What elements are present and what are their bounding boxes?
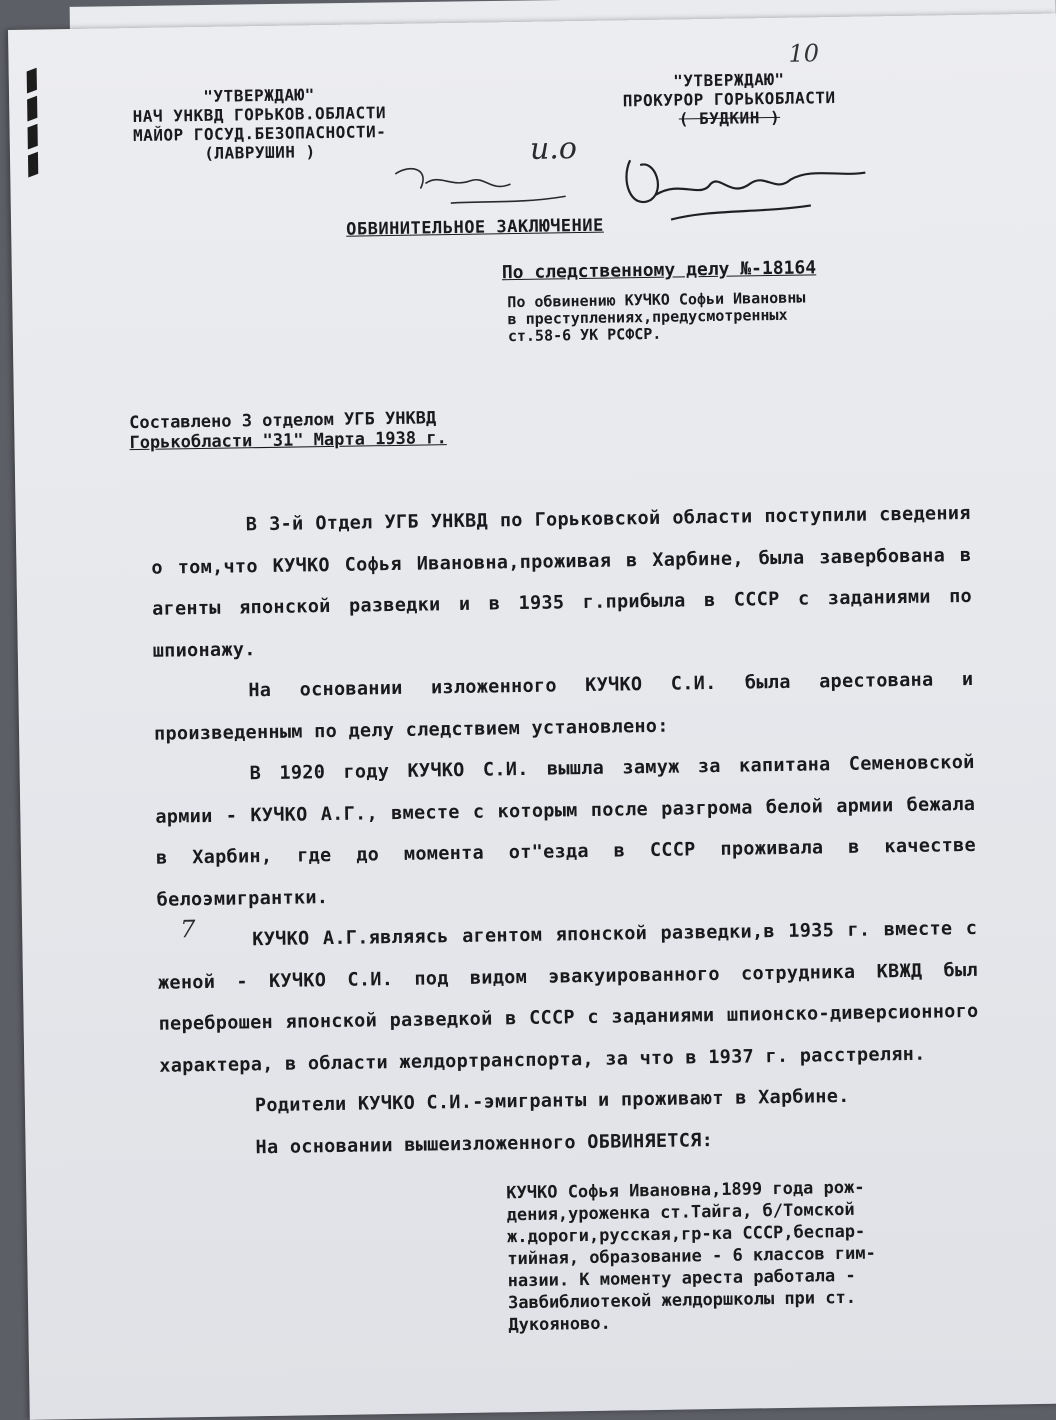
composed-line1: Составлено 3 отделом УГБ УНКВД [129, 408, 437, 434]
composed-line2: Горькобласти "31" Марта 1938 г. [129, 428, 447, 454]
accused-details [506, 1174, 1008, 1336]
case-number-heading: По следственному делу №-18164 [501, 257, 817, 284]
charge-line2: в преступлениях,предусмотренных [507, 305, 788, 329]
stamp-left-line4: (ЛАВРУШИН ) [204, 142, 316, 163]
body-paragraph-3: В 1920 году КУЧКО С.И. вышла замуж за капитана Семеновской армии - КУЧКО А.Г., вместе с которым после разгрома белой армии бежала в Харбин, где до момента от"езда в СССР проживала в качестве белоэмигрантки. [155, 751, 977, 911]
stamp-right-line1: "УТВЕРЖДАЮ" [673, 69, 785, 91]
body-paragraph-6: На основании вышеизложенного ОБВИНЯЕТСЯ: [255, 1129, 714, 1158]
stamp-right-line3: ( БУДКИН ) [678, 107, 781, 129]
document-page [8, 14, 1056, 1420]
document-title: ОБВИНИТЕЛЬНОЕ ЗАКЛЮЧЕНИЕ [346, 215, 604, 240]
body-paragraph-5: Родители КУЧКО С.И.-эмигранты и проживают в Харбине. [254, 1085, 850, 1117]
stamp-right-line2: ПРОКУРОР ГОРЬКОБЛАСТИ [622, 88, 836, 111]
stamp-left-line1: "УТВЕРЖДАЮ" [203, 85, 315, 106]
document-body [150, 493, 980, 1170]
stamp-left-line3: МАЙОР ГОСУД.БЕЗОПАСНОСТИ- [132, 122, 387, 146]
body-paragraph-2: На основании изложенного КУЧКО С.И. была арестована и произведенным по делу следствием установлено: [153, 668, 974, 745]
accused-line7: Дукояново. [508, 1313, 611, 1336]
charge-line3: ст.58-6 УК РСФСР. [507, 324, 662, 346]
handwritten-mark: 7 [179, 915, 196, 944]
charge-description [507, 287, 948, 345]
composed-by [129, 407, 550, 454]
approval-stamp-right [579, 68, 880, 130]
accused-line2: дения,уроженка ст.Тайга, б/Томской [506, 1199, 855, 1226]
accused-line1: КУЧКО Софья Ивановна,1899 года рож- [506, 1177, 865, 1204]
binder-marks [27, 69, 59, 209]
signature-right [610, 136, 871, 230]
body-paragraph-1: В 3-й Отдел УГБ УНКВД по Горьковской области поступили сведения о том,что КУЧКО Софья Ивановна,проживая в Харбине, была завербована в агенты японской разведки и в 1935 г.прибыла в СССР с заданиями по шпионажу. [151, 502, 973, 662]
page-number: 10 [788, 39, 820, 68]
accused-line4: тийная, образование - 6 классов гим- [507, 1243, 876, 1270]
stamp-left-line2: НАЧ УНКВД ГОРЬКОВ.ОБЛАСТИ [132, 103, 387, 127]
charge-line1: По обвинению КУЧКО Софьи Ивановны [507, 288, 806, 312]
accused-line5: назии. К моменту ареста работала - [507, 1265, 856, 1292]
accused-line6: Завбиблиотекой желдоршколы при ст. [507, 1287, 857, 1314]
body-paragraph-4: КУЧКО А.Г.являясь агентом японской разведки,в 1935 г. вместе с женой - КУЧКО С.И. под видом эвакуированного сотрудника КВЖД был переброшен японской разведкой в СССР с заданиями шпионско-диверсионного характера, в области желдортранспорта, за что в 1937 г. расстрелян. [157, 917, 979, 1077]
approval-stamp-left [79, 83, 440, 165]
handwritten-acting-note: и.о [529, 131, 578, 167]
accused-line3: ж.дороги,русская,гр-ка СССР,беспар- [506, 1221, 866, 1248]
